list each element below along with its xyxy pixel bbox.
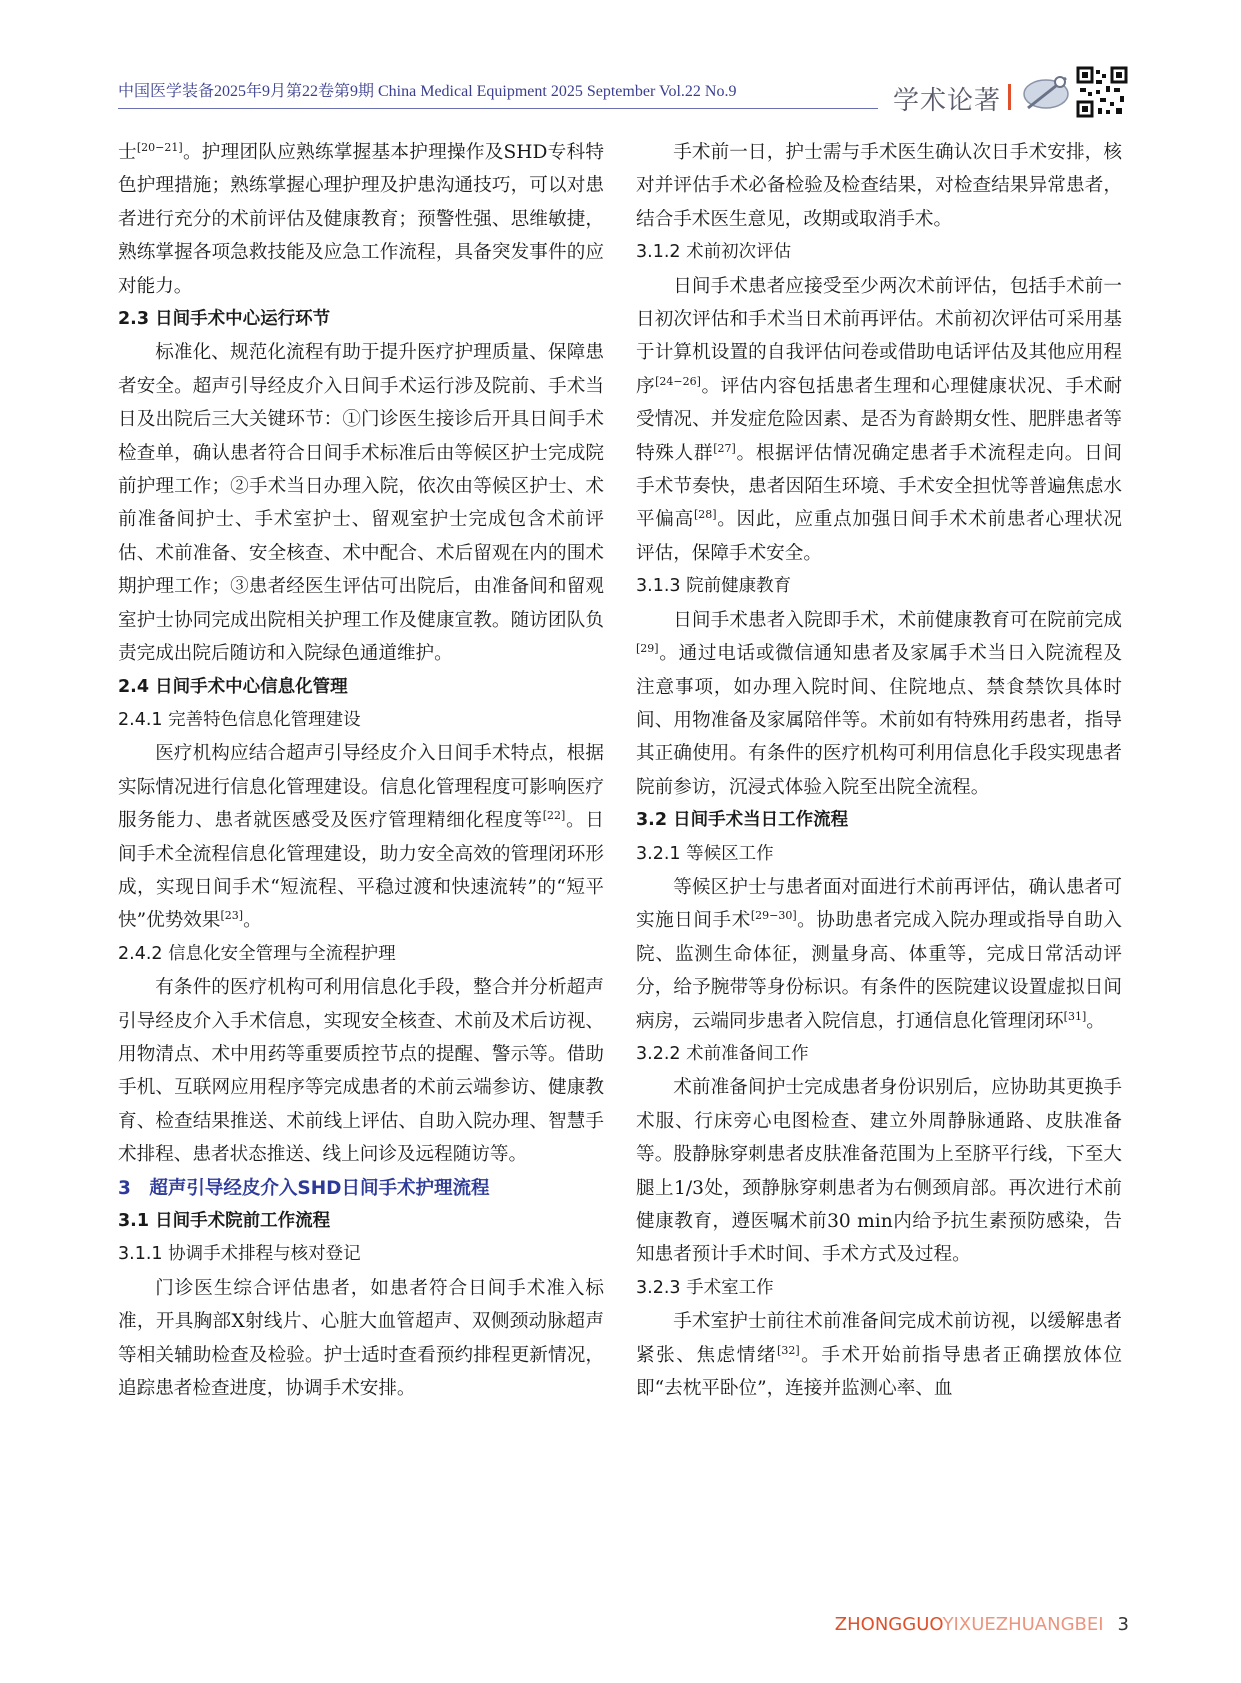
journal-line: 中国医学装备2025年9月第22卷第9期 China Medical Equipment 2025 September Vol.22 No.9: [118, 83, 737, 100]
page-footer: [835, 1614, 1129, 1635]
paragraph: 手术室护士前往术前准备间完成术前访视，以缓解患者紧张、焦虑情绪[32]。手术开始前指导患者正确摆放体位即“去枕平卧位”，连接并监测心率、血: [636, 1311, 1122, 1400]
paragraph: 日间手术患者应接受至少两次术前评估，包括手术前一日初次评估和手术当日术前再评估。术前初次评估可采用基于计算机设置的自我评估问卷或借助电话评估及其他应用程序[24−26]。评估内容包括患者生理和心理健康状况、手术耐受情况、并发症危险因素、是否为育龄期女性、肥胖患者等特殊人群[27]。根据评估情况确定患者手术流程走向。日间手术节奏快，患者因陌生环境、手术安全担忧等普遍焦虑水平偏高[28]。因此，应重点加强日间手术术前患者心理状况评估，保障手术安全。: [636, 275, 1122, 564]
qr-code-icon[interactable]: [1076, 66, 1128, 118]
heading-3: 3 超声引导经皮介入SHD日间手术护理流程: [118, 1177, 490, 1199]
paragraph: 手术前一日，护士需与手术医生确认次日手术安排，核对并评估手术必备检验及检查结果，对检查结果异常患者，结合手术医生意见，改期或取消手术。: [636, 142, 1122, 230]
citation: [27]: [713, 441, 736, 455]
heading-3-2: 3.2 日间手术当日工作流程: [636, 810, 849, 831]
heading-2-4-1: 2.4.1 完善特色信息化管理建设: [118, 709, 361, 730]
paragraph: 士[20−21]。护理团队应熟练掌握基本护理操作及SHD专科特色护理措施；熟练掌握心理护理及护患沟通技巧，可以对患者进行充分的术前评估及健康教育；预警性强、思维敏捷，熟练掌握各项急救技能及应急工作流程，具备突发事件的应对能力。: [118, 140, 604, 297]
paragraph: 等候区护士与患者面对面进行术前再评估，确认患者可实施日间手术[29−30]。协助患者完成入院办理或指导自助入院、监测生命体征，测量身高、体重等，完成日常活动评分，给予腕带等身份标识。有条件的医院建议设置虚拟日间病房，云端同步患者入院信息，打通信息化管理闭环[31]。: [636, 876, 1122, 1032]
heading-2-4: 2.4 日间手术中心信息化管理: [118, 676, 348, 697]
heading-3-1-1: 3.1.1 协调手术排程与核对登记: [118, 1244, 361, 1265]
paragraph: 有条件的医疗机构可利用信息化手段，整合并分析超声引导经皮介入手术信息，实现安全核查、术前及术后访视、用物清点、术中用药等重要质控节点的提醒、警示等。借助手机、互联网应用程序等完成患者的术前云端参访、健康教育、检查结果推送、术前线上评估、自助入院办理、智慧手术排程、患者状态推送、线上问诊及远程随访等。: [118, 977, 604, 1166]
heading-2-4-2: 2.4.2 信息化安全管理与全流程护理: [118, 943, 396, 964]
heading-2-3: 2.3 日间手术中心运行环节: [118, 309, 331, 330]
paragraph: 日间手术患者入院即手术，术前健康教育可在院前完成[29]。通过电话或微信通知患者及家属手术当日入院流程及注意事项，如办理入院时间、住院地点、禁食禁饮具体时间、用物准备及家属陪伴等。术前如有特殊用药患者，指导其正确使用。有条件的医疗机构可利用信息化手段实现患者院前参访，沉浸式体验入院至出院全流程。: [636, 609, 1122, 798]
journal-logo-icon: [1020, 70, 1072, 116]
paragraph: 门诊医生综合评估患者，如患者符合日间手术准入标准，开具胸部X射线片、心脏大血管超声、双侧颈动脉超声等相关辅助检查及检验。护士适时查看预约排程更新情况，追踪患者检查进度，协调手术安排。: [118, 1277, 604, 1400]
citation: [29−30]: [750, 909, 797, 923]
right-column: [636, 136, 1122, 1405]
footer-brand-a: ZHONGGUO: [834, 1614, 943, 1635]
citation: [22]: [542, 808, 566, 822]
page-number: 3: [1117, 1614, 1129, 1635]
paragraph: 医疗机构应结合超声引导经皮介入日间手术特点，根据实际情况进行信息化管理建设。信息化管理程度可影响医疗服务能力、患者就医感受及医疗管理精细化程度等[22]。日间手术全流程信息化管理建设，助力安全高效的管理闭环形成，实现日间手术“短流程、平稳过渡和快速流转”的“短平快”优势效果[23]。: [118, 743, 604, 932]
paragraph: 术前准备间护士完成患者身份识别后，应协助其更换手术服、行床旁心电图检查、建立外周静脉通路、皮肤准备等。股静脉穿刺患者皮肤准备范围为上至脐平行线，下至大腿上1/3处，颈静脉穿刺患者为右侧颈肩部。再次进行术前健康教育，遵医嘱术前30 min内给予抗生素预防感染，告知患者预计手术时间、手术方式及过程。: [636, 1077, 1122, 1266]
heading-3-1-2: 3.1.2 术前初次评估: [636, 242, 792, 263]
citation: [23]: [220, 909, 244, 923]
footer-brand-b: YIXUEZHUANGBEI: [942, 1614, 1104, 1635]
citation: [20−21]: [136, 140, 183, 154]
section-label: 学术论著: [893, 86, 1002, 116]
heading-3-1-3: 3.1.3 院前健康教育: [636, 576, 792, 597]
header-rule: [118, 108, 878, 109]
paragraph: 标准化、规范化流程有助于提升医疗护理质量、保障患者安全。超声引导经皮介入日间手术运行涉及院前、手术当日及出院后三大关键环节：①门诊医生接诊后开具日间手术检查单，确认患者符合日间手术标准后由等候区护士完成院前护理工作；②手术当日办理入院，依次由等候区护士、术前准备间护士、手术室护士、留观室护士完成包含术前评估、术前准备、安全核查、术中配合、术后留观在内的围术期护理工作；③患者经医生评估可出院后，由准备间和留观室护士协同完成出院相关护理工作及健康宣教。随访团队负责完成出院后随访和入院绿色通道维护。: [118, 342, 604, 665]
left-column: [118, 136, 604, 1405]
section-divider: [1008, 84, 1011, 110]
citation: [24−26]: [655, 374, 701, 388]
citation: [28]: [693, 508, 717, 522]
citation: [31]: [1063, 1009, 1087, 1023]
heading-3-2-3: 3.2.3 手术室工作: [636, 1277, 774, 1298]
citation: [29]: [636, 641, 659, 655]
heading-3-2-2: 3.2.2 术前准备间工作: [636, 1043, 809, 1064]
heading-3-2-1: 3.2.1 等候区工作: [636, 843, 774, 864]
page-header: [118, 64, 1128, 120]
citation: [32]: [777, 1343, 800, 1357]
heading-3-1: 3.1 日间手术院前工作流程: [118, 1211, 331, 1231]
